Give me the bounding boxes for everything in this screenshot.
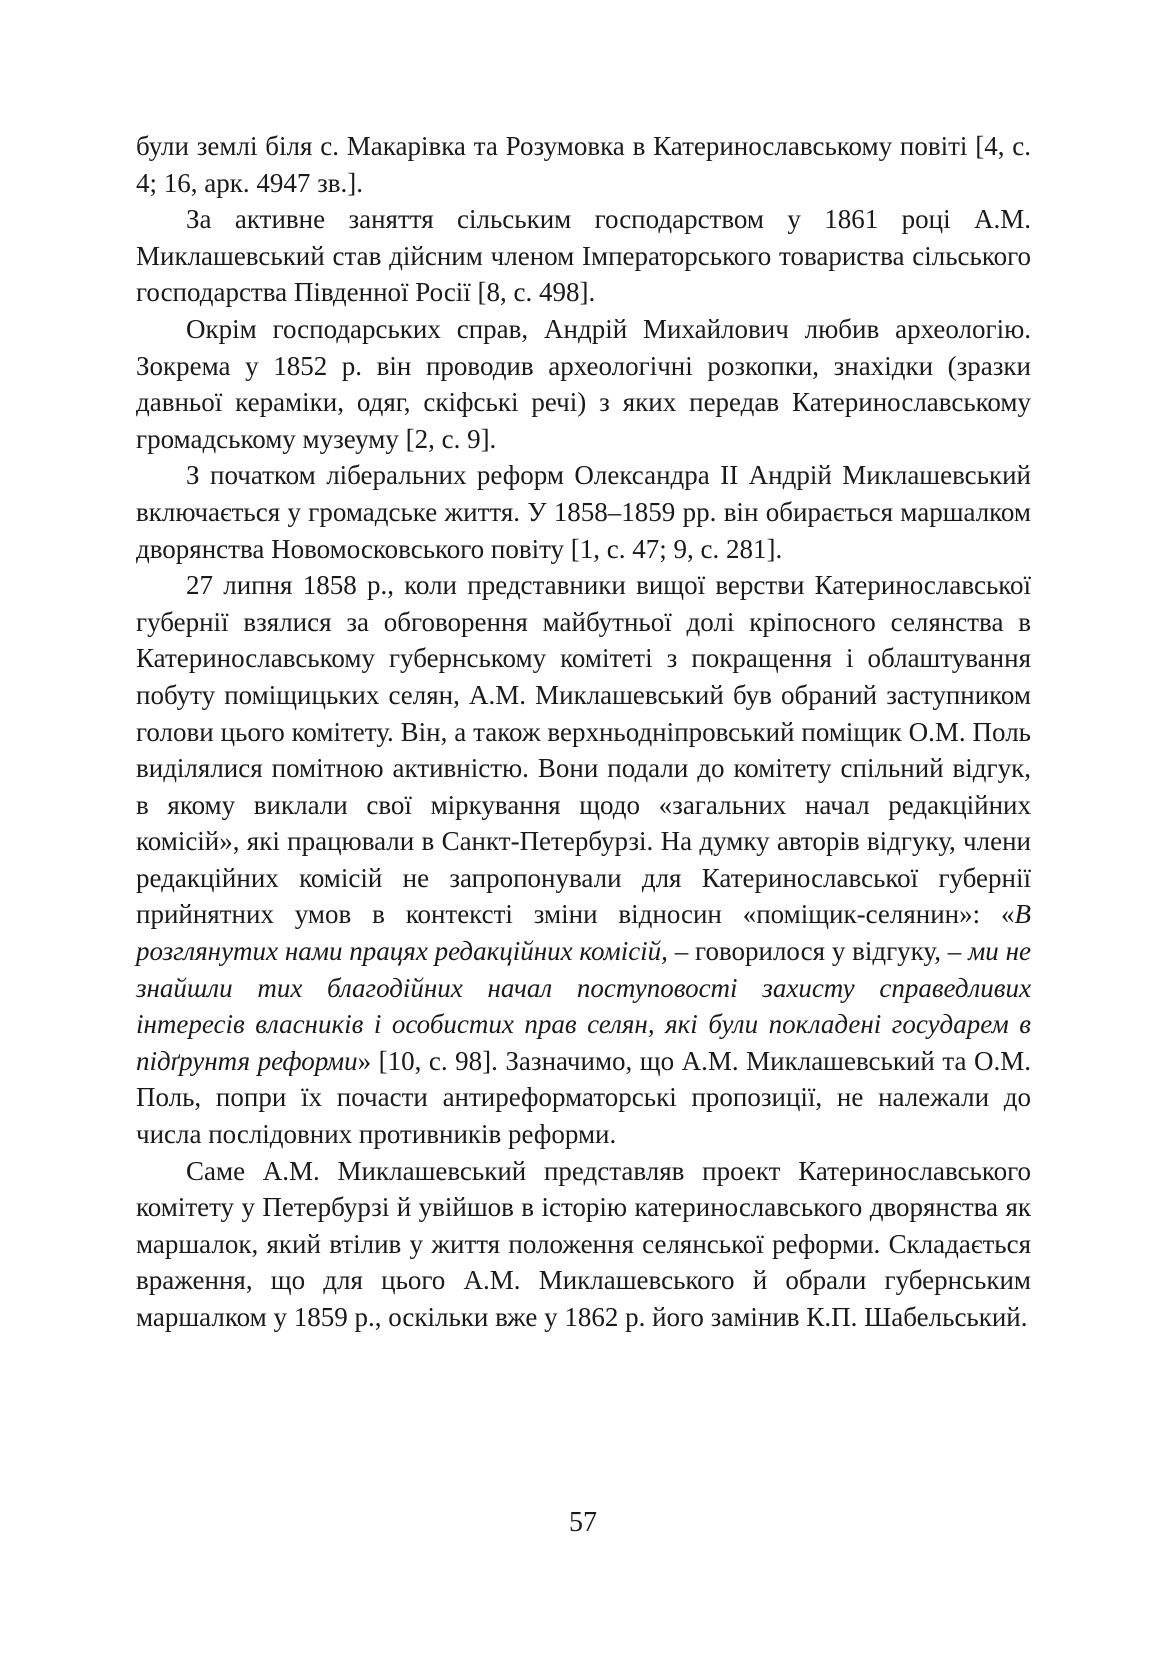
paragraph-2: За активне заняття сільським господарством у 1861 році А.М. Миклашевський став дійсним членом Імператорського товариства сільського господарства Південної Росії [8, с. 498].	[136, 204, 1031, 308]
quote-italic-2: ми не знайшли тих благодійних начал поступовості захисту справедливих інтересів власників і особистих прав селян, які були покладені государем в підґрунтя реформи	[136, 936, 1031, 1076]
quote-italic-1: В розглянутих нами працях редакційних комісій,	[136, 899, 1031, 967]
paragraph-4: З початком ліберальних реформ Олександра ІІ Андрій Миклашевський включається у громадське життя. У 1858–1859 рр. він обирається маршалком дворянства Новомосковського повіту [1, с. 47; 9, с. 281].	[136, 460, 1031, 564]
paragraph-3: Окрім господарських справ, Андрій Михайлович любив археологію. Зокрема у 1852 р. він проводив археологічні розкопки, знахідки (зразки давньої кераміки, одяг, скіфські речі) з яких передав Катеринославському громадському музеуму [2, с. 9].	[136, 313, 1031, 454]
paragraph-5-part-3: » [10, с. 98]. Зазначимо, що А.М. Миклашевський та О.М. Поль, попри їх почасти антиреформаторські пропозиції, не належали до числа послідовних противників реформи.	[136, 1045, 1032, 1150]
paragraph-5	[136, 567, 1031, 1153]
paragraph-1: були землі біля с. Макарівка та Розумовка в Катеринославському повіті [4, с. 4; 16, арк. 4947 зв.].	[136, 131, 1031, 198]
page-body	[136, 128, 1031, 1336]
page-number: 57	[569, 1507, 597, 1538]
paragraph-6: Саме А.М. Миклашевський представляв проект Катеринославського комітету у Петербурзі й увійшов в історію катеринославського дворянства як маршалок, який втілив у життя положення селянської реформи. Складається враження, що для цього А.М. Миклашевського й обрали губернським маршалком у 1859 р., оскільки вже у 1862 р. його замінив К.П. Шабельський.	[136, 1155, 1031, 1332]
paragraph-5-part-2: – говорилося у відгуку, –	[667, 936, 969, 967]
paragraph-5-part-1: 27 липня 1858 р., коли представники вищої верстви Катеринославської губернії взялися за обговорення майбутньої долі кріпосного селянства в Катеринославському губернському комітеті з покращення і облаштування побуту поміщицьких селян, А.М. Миклашевський був обраний заступником голови цього комітету. Він, а також верхньодніпровський поміщик О.М. Поль виділялися помітною активністю. Вони подали до комітету спільний відгук, в якому виклали свої міркування щодо «загальних начал редакційних комісій», які працювали в Санкт-Петербурзі. На думку авторів відгуку, члени редакційних комісій не запропонували для Катеринославської губернії прийнятних умов в контексті зміни відносин «поміщик-селянин»: «	[136, 570, 1031, 930]
